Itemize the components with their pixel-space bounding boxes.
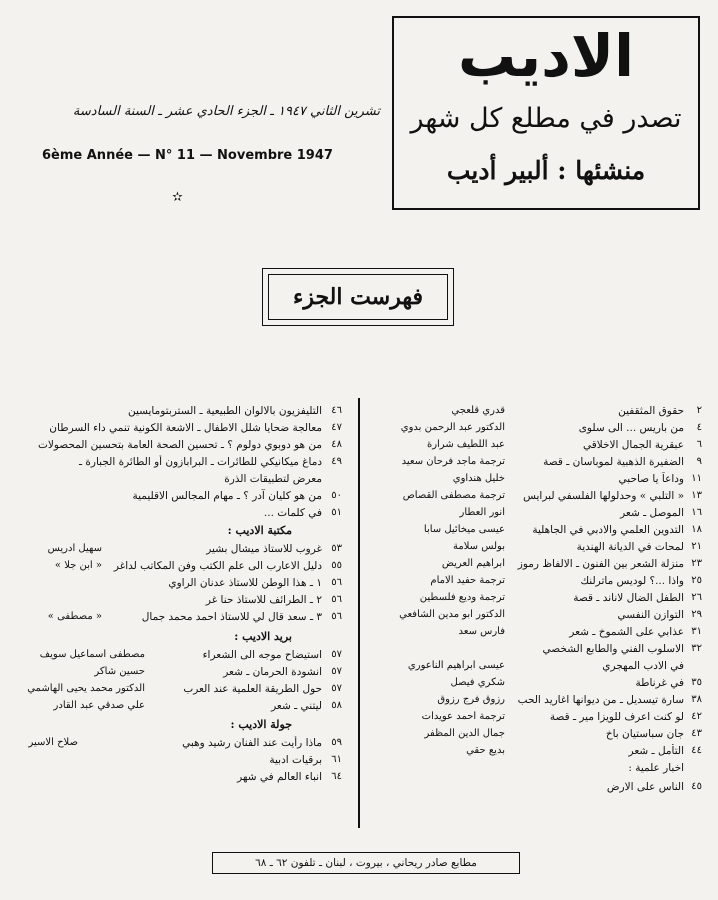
contents-row [0,699,718,713]
page-number: ٤٢ [691,711,702,722]
printer-footer: مطابع صادر ريحاني ، بيروت ، لبنان ـ تلفون ٦٢ ـ ٦٨ [212,852,520,874]
page-number: ٥٧ [331,649,342,660]
contents-row [0,625,718,639]
contents-row [0,506,718,520]
entry-author: بولس سلامة [453,541,505,552]
entry-author: سهيل ادريس [47,543,102,554]
contents-row [0,770,718,784]
entry-author: انور العطار [459,507,505,518]
contents-row [0,753,718,767]
page-number: ٥٥ [331,560,342,571]
page-number: ٤٨ [331,439,342,450]
entry-title: من هو دوبوي دولوم ؟ ـ تحسين الصحة العامة بتحسين المحصولات [37,439,322,451]
entry-title: اخبار علمية : [628,762,684,774]
contents-heading: فهرست الجزء [268,274,448,320]
page-number: ٥٠ [331,490,342,501]
entry-title: انباء العالم في شهر [237,771,322,783]
entry-author: رزوق فرج رزوق [437,694,505,705]
page-number: ٩ [696,456,702,467]
contents-row [0,665,718,679]
magazine-publisher: منشئها : ألبير أديب [446,156,646,185]
entry-title: جان سباستيان باخ [605,728,684,740]
entry-title: التدوين العلمي والادبي في الجاهلية [532,524,684,536]
entry-title: عذابي على الشموخ ـ شعر [569,626,684,638]
section-heading: بريد الاديب : [234,630,292,643]
contents-row [0,489,718,503]
page-number: ٢٣ [691,558,702,569]
page-number: ٤ [696,422,702,433]
page-number: ٢٥ [691,575,702,586]
entry-author: « مصطفى » [47,611,102,622]
entry-author: بديع حقي [466,745,505,756]
contents-row [0,523,718,537]
page-number: ١٨ [691,524,702,535]
page-number: ٢٦ [691,592,702,603]
entry-title: حول الطريقة العلمية عند العرب [183,683,322,695]
page-number: ١٣ [691,490,702,501]
entry-author: علي صدقي عبد القادر [53,700,145,711]
masthead-box [392,16,700,210]
entry-title: التليفزيون بالالوان الطبيعية ـ الستربتومايسين [127,405,322,417]
page-number: ٤٩ [331,456,342,467]
page-number: ٣٢ [691,643,702,654]
entry-title: برقيات ادبية [269,754,322,766]
page-number: ٥٣ [331,543,342,554]
page-number: ٣٨ [691,694,702,705]
entry-title: ليتني ـ شعر [271,700,322,712]
entry-author: الدكتور محمد يحيى الهاشمي [27,683,145,694]
entry-title: معرض لتطبيقات الذرة [224,473,322,485]
contents-row [0,559,718,573]
page-number: ١١ [691,473,702,484]
entry-title: لو كنت اعرف للويزا مير ـ قصة [549,711,684,723]
contents-row [0,736,718,750]
section-heading: جولة الاديب : [230,718,292,731]
page-number: ٤٣ [691,728,702,739]
page-number: ٣٥ [691,677,702,688]
contents-row [0,472,718,486]
page-number: ٢ [696,405,702,416]
issue-line-french: 6ème Année — N° 11 — Novembre 1947 [42,148,333,163]
contents-row [0,648,718,662]
page-number: ٢١ [691,541,702,552]
entry-title: ١ ـ هذا الوطن للاستاذ عدنان الراوي [168,577,322,589]
entry-title: سارة تيسديل ـ من ديوانها اغاريد الحب [517,694,684,706]
entry-author: مصطفى اسماعيل سويف [39,649,145,660]
page-number: ٦٤ [331,771,342,782]
entry-title: الطفل الضال لاناند ـ قصة [573,592,684,604]
entry-author: ترجمة وديع فلسطين [419,592,505,603]
entry-title: في كلمات ... [263,507,322,519]
entry-title: واذا ...؟ لوديس ماترلنك [580,575,684,587]
page-number: ٥٦ [331,577,342,588]
entry-title: وداعاً يا صاحبي [618,473,684,485]
entry-title: التأمل ـ شعر [628,745,684,757]
entry-title: التوازن النفسي [617,609,684,621]
page-number: ٥٧ [331,683,342,694]
entry-title: من باريس ... الى سلوى [578,422,684,434]
page-number: ٢٩ [691,609,702,620]
entry-title: الضفيرة الذهبية لموباسان ـ قصة [543,456,684,468]
contents-row [0,576,718,590]
page-number: ٦ [696,439,702,450]
page-number: ٥١ [331,507,342,518]
entry-title: لمحات في الديانة الهندية [576,541,684,553]
entry-author: قدري قلعجي [451,405,505,416]
entry-title: من هو كليان آدر ؟ ـ مهام المجالس الاقليمية [132,490,322,502]
contents-row [0,455,718,469]
entry-title: الاسلوب الفني والطابع الشخصي [542,643,684,655]
entry-author: الدكتور ابو مدين الشافعي [399,609,505,620]
entry-title: في غرناطة [635,677,684,689]
page-number: ٥٧ [331,666,342,677]
entry-title: ٢ ـ الطرائف للاستاذ حنا غر [205,594,322,606]
entry-title: انشودة الحرمان ـ شعر [223,666,322,678]
page-number: ٤٤ [691,745,702,756]
page-number: ٥٨ [331,700,342,711]
entry-title: دليل الاعارب الى علم الكتب وفن المكاتب لداغر [113,560,322,572]
entry-author: خليل هنداوي [452,473,505,484]
page-number: ٥٦ [331,594,342,605]
page-number: ٥٩ [331,737,342,748]
magazine-tagline: تصدر في مطلع كل شهر [410,103,682,134]
entry-title: دماغ ميكانيكي للطائرات ـ البرابازون أو الطائرة الجبارة ـ [79,456,322,468]
entry-author: عبد اللطيف شرارة [426,439,505,450]
star-ornament: ✫ [172,190,183,205]
entry-title: استيضاح موجه الى الشعراء [202,649,322,661]
contents-row [0,542,718,556]
entry-title: منزلة الشعر بين الفنون ـ الالفاظ رموز [517,558,684,570]
entry-title: غروب للاستاذ ميشال بشير [206,543,322,555]
page-number: ٦١ [331,754,342,765]
page-number: ٥٦ [331,611,342,622]
contents-row [0,404,718,418]
entry-author: ترجمة احمد عويدات [421,711,505,722]
page-number: ١٦ [691,507,702,518]
entry-author: عيسى ابراهيم الناعوري [407,660,505,671]
page-number: ٤٧ [331,422,342,433]
entry-author: صلاح الاسير [28,737,78,748]
contents-row [0,421,718,435]
contents-row [0,593,718,607]
entry-author: شكري فيصل [450,677,505,688]
page-number: ٤٦ [331,405,342,416]
contents-row [0,438,718,452]
entry-title: معالجة ضحايا شلل الاطفال ـ الاشعة الكونية تنمي داء السرطان [49,422,322,434]
entry-title: حقوق المثقفين [618,405,684,417]
contents-heading-box [262,268,454,326]
entry-author: عيسى ميخائيل سابا [423,524,505,535]
entry-author: جمال الدين المظفر [424,728,505,739]
entry-title: الناس على الارض [606,781,684,793]
entry-author: ترجمة ماجد فرحان سعيد [401,456,505,467]
page-number: ٤٥ [691,781,702,792]
entry-title: في الادب المهجري [602,660,684,672]
entry-author: « ابن جلا » [54,560,102,571]
entry-title: ماذا رأيت عند الفنان رشيد وهبي [182,737,322,749]
entry-author: ترجمة مصطفى القصاص [402,490,505,501]
entry-author: ابراهيم العريض [441,558,505,569]
entry-title: « التلبي » وحدلولها الفلسفي لبرايس [523,490,684,502]
entry-author: حسين شاكر [94,666,145,677]
issue-line-arabic: تشرين الثاني ١٩٤٧ ـ الجزء الحادي عشر ـ السنة السادسة [72,104,380,119]
entry-title: عبقرية الجمال الاخلاقي [583,439,684,451]
entry-author: ترجمة حفيد الامام [430,575,505,586]
entry-author: الدكتور عبد الرحمن بدوي [400,422,505,433]
page-number: ٣١ [691,626,702,637]
contents-row [0,682,718,696]
entry-title: ٣ ـ سعد قال لي للاستاذ احمد محمد جمال [141,611,322,623]
magazine-title: الاديب [457,22,634,90]
section-heading: مكتبة الاديب : [227,524,292,537]
entry-title: الموصل ـ شعر [620,507,684,519]
entry-author: فارس سعد [458,626,505,637]
contents-row [0,610,718,624]
